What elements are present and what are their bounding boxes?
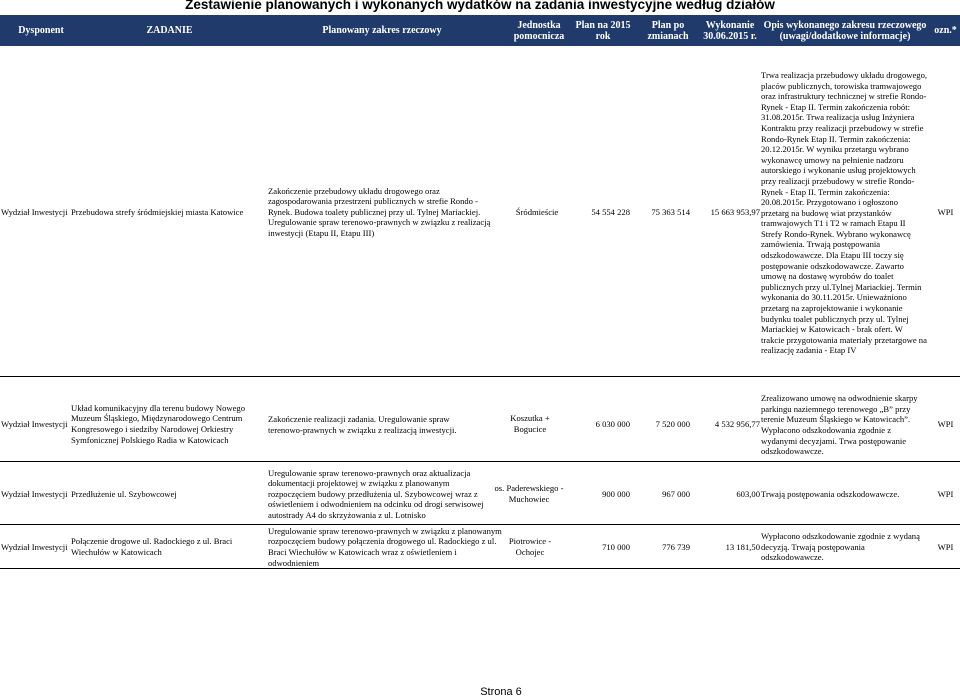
cell-zakres: Zakończenie przebudowy układu drogowego oraz zagospodarowania przestrzeni publicznych w strefie Rondo - Rynek. Budowa toalety publicznej przy ul. Tylnej Mariackiej. Uregulowanie spraw terenowo-prawnych w związku z realizacją inwestycji (Etapu II, Etapu III) — [268, 185, 491, 238]
header-plan-2015: Plan na 2015 rok — [575, 19, 631, 42]
cell-wykonanie: 13 181,50 — [725, 541, 760, 552]
cell-zadanie: Połączenie drogowe ul. Radockiego z ul. Braci Wiechułów w Katowicach — [71, 536, 233, 557]
cell-zadanie: Układ komunikacyjny dla terenu budowy Nowego Muzeum Śląskiego, Międzynarodowego Centrum Kongresowego i siedziby Narodowej Orkiestry Symfonicznej Polskiego Radia w Katowicach — [71, 402, 245, 445]
cell-zadanie: Przebudowa strefy śródmiejskiej miasta Katowice — [71, 206, 244, 217]
header-wykonanie-line1: Wykonanie — [705, 19, 755, 31]
cell-zakres: Zakończenie realizacji zadania. Uregulowanie spraw terenowo-prawnych w związku z realizacją inwestycji. — [268, 414, 457, 435]
header-jednostka-line1: Jednostka — [517, 19, 561, 31]
page-number: Strona 6 — [480, 686, 522, 698]
cell-zadanie: Przedłużenie ul. Szybowcowej — [71, 488, 177, 499]
cell-plan: 900 000 — [602, 488, 630, 499]
cell-plan-zmiany: 967 000 — [662, 488, 690, 499]
cell-ozn: WPI — [937, 488, 954, 499]
cell-zakres: Uregulowanie spraw terenowo-prawnych w związku z planowanym rozpoczęciem budowy połączenia drogowego ul. Radockiego z ul. Braci Wiechułów w Katowicach wraz z oświetleniem i odwodnieniem — [268, 525, 502, 568]
cell-dysponent: Wydział Inwestycji — [1, 206, 68, 217]
cell-opis: Zrealizowano umowę na odwodnienie skarpy parkingu naziemnego terenowego „B” przy terenie Muzeum Śląskiego w Katowicach”. Wypłacono odszkodowania zgodnie z wydanymi decyzjami. Trwa postępowanie odszkodowawcze. — [761, 393, 918, 457]
header-zadanie: ZADANIE — [146, 25, 193, 36]
header-wykonanie — [701, 15, 759, 46]
header-opis-line2: (uwagi/dodatkowe informacje) — [779, 30, 911, 42]
cell-opis: Wypłacono odszkodowanie zgodnie z wydaną decyzją. Trwają postępowania odszkodowawcze. — [761, 531, 920, 563]
document-title: Zestawienie planowanych i wykonanych wydatków na zadania inwestycyjne według działów — [185, 0, 775, 12]
cell-wykonanie: 4 532 956,77 — [714, 418, 760, 429]
cell-plan: 54 554 228 — [591, 206, 630, 217]
cell-wykonanie: 603,00 — [736, 488, 760, 499]
cell-dysponent: Wydział Inwestycji — [1, 418, 68, 429]
row-divider — [0, 461, 960, 462]
cell-jednostka: Koszutka + Bogucice — [510, 413, 550, 434]
header-ozn: ozn.* — [934, 25, 957, 36]
table-header — [0, 15, 960, 46]
cell-jednostka: Śródmieście — [515, 206, 559, 217]
cell-ozn: WPI — [937, 541, 954, 552]
cell-plan-zmiany: 776 739 — [662, 541, 690, 552]
cell-ozn: WPI — [937, 418, 954, 429]
header-jednostka — [507, 15, 571, 46]
cell-dysponent: Wydział Inwestycji — [1, 541, 68, 552]
cell-plan: 6 030 000 — [595, 418, 630, 429]
header-plan-po-zmianach: Plan po zmianach — [647, 19, 689, 42]
header-opis-line1: Opis wykonanego zakresu rzeczowego — [763, 19, 927, 31]
cell-jednostka: os. Paderewskiego - Muchowiec — [494, 483, 564, 504]
cell-plan: 710 000 — [602, 541, 630, 552]
cell-opis: Trwają postępowania odszkodowawcze. — [761, 488, 900, 499]
cell-opis: Trwa realizacja przebudowy układu drogowego, placów publicznych, torowiska tramwajowego oraz infrastruktury technicznej w strefie Rondo-Rynek - Etap II. Termin zakończenia robót: 31.08.2015r. Trwa realizacja usług Inżyniera Kontraktu przy realizacji przebudowy w strefie Rondo-Rynek Etap II. Termin zakończenia: 20.12.2015r. W wyniku przetargu wybrano wykonawcę umowy na pełnienie nadzoru autorskiego i wykonanie usług projektowych przy realizacji przebudowy w strefie Rondo-Rynek - Etap II. Termin zakończenia: 20.08.2015r. Przygotowano i ogłoszono przetarg na budowę wiat przystanków tramwajowych T1 i T2 w ramach Etapu II Strefy Rondo-Rynek. Wybrano wykonawcę zamówienia. Trwają postępowania odszkodowawcze. Dla Etapu III toczy się postępowanie odszkodowawcze. Zawarto umowę na dostawę wyrobów do toalet publicznych przy ul.Tylnej Mariackiej. Termin wykonania do 30.11.2015r. Unieważniono przetarg na zaprojektowanie i wykonanie budynku toalet publicznych przy ul. Tylnej Mariackiej w Katowicach - brak ofert. W trakcie przygotowania materiały przetargowe na realizację zadania - Etap IV — [761, 69, 928, 356]
cell-zakres: Uregulowanie spraw terenowo-prawnych oraz aktualizacja dokumentacji projektowej w związku z planowanym rozpoczęciem budowy przedłużenia ul. Szybowcowej wraz z oświetleniem i odwodnieniem na odcinku od drogi serwisowej autostrady A4 do skrzyżowania z ul. Lotnisko — [268, 467, 484, 520]
cell-plan-zmiany: 75 363 514 — [651, 206, 690, 217]
header-dysponent: Dysponent — [18, 25, 64, 36]
cell-plan-zmiany: 7 520 000 — [655, 418, 690, 429]
cell-wykonanie: 15 663 953,97 — [710, 206, 760, 217]
row-divider — [0, 376, 960, 377]
cell-jednostka: Piotrowice - Ochojec — [508, 536, 552, 557]
cell-dysponent: Wydział Inwestycji — [1, 488, 68, 499]
cell-ozn: WPI — [937, 206, 954, 217]
header-opis — [759, 15, 931, 46]
header-jednostka-line2: pomocnicza — [513, 30, 565, 42]
row-divider — [0, 568, 960, 569]
header-zakres: Planowany zakres rzeczowy — [322, 25, 442, 36]
header-wykonanie-line2: 30.06.2015 r. — [703, 30, 757, 42]
